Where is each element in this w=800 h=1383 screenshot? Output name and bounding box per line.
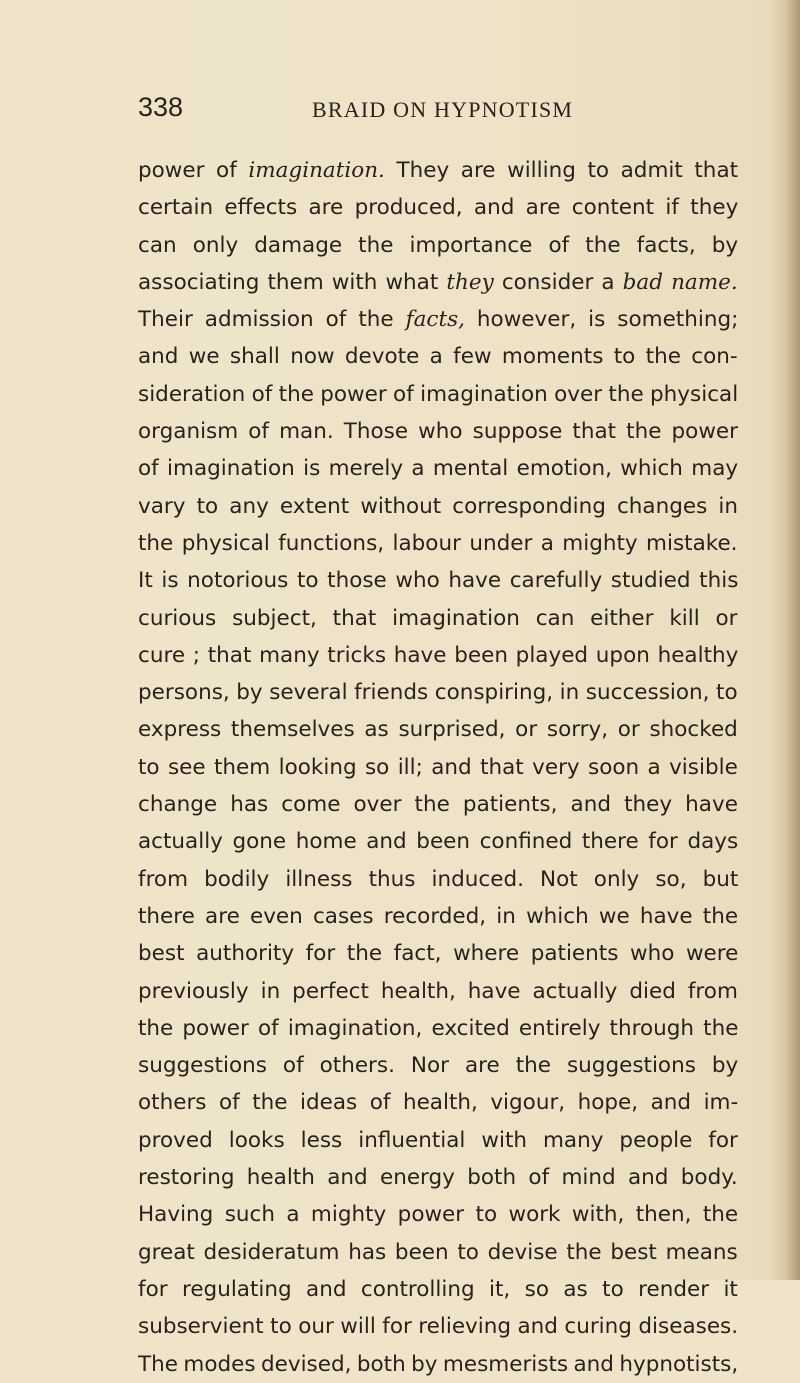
text-line: Having such a mighty power to work with, then, the — [138, 1202, 738, 1228]
text-line: there are even cases recorded, in which we have the — [138, 903, 738, 929]
text-line: and we shall now devote a few moments to the con- — [138, 344, 738, 370]
page-header — [138, 92, 738, 132]
text-line: express themselves as surprised, or sorry, or shocked — [138, 717, 738, 743]
text-line: the physical functions, labour under a mighty mistake. — [138, 530, 738, 556]
text-line: can only damage the importance of the facts, by — [138, 232, 738, 258]
text-line: persons, by several friends conspiring, in succession, to — [138, 680, 738, 706]
text-line: for regulating and controlling it, so as to render it — [138, 1276, 738, 1302]
text-line: It is notorious to those who have carefully studied this — [138, 568, 738, 594]
text-line: best authority for the fact, where patients who were — [138, 941, 738, 967]
text-line: proved looks less influential with many people for — [138, 1127, 738, 1153]
text-line: to see them looking so ill; and that very soon a visible — [138, 754, 738, 780]
page-number: 338 — [138, 92, 184, 122]
text-line: cure ; that many tricks have been played upon healthy — [138, 642, 738, 668]
text-line: great desideratum has been to devise the best means — [138, 1239, 738, 1265]
body-text — [138, 152, 738, 1383]
text-line: of imagination is merely a mental emotion, which may — [138, 456, 738, 482]
text-line: suggestions of others. Nor are the suggestions by — [138, 1053, 738, 1079]
text-line: Their admission of the facts, however, is something; — [138, 307, 738, 333]
text-line: subservient to our will for relieving and curing diseases. — [138, 1314, 738, 1340]
text-line: curious subject, that imagination can either kill or — [138, 605, 738, 631]
text-line: certain effects are produced, and are content if they — [138, 195, 738, 221]
running-head: BRAID ON HYPNOTISM — [312, 97, 574, 122]
text-line: The modes devised, both by mesmerists and hypnotists, — [138, 1351, 738, 1377]
text-line: others of the ideas of health, vigour, hope, and im- — [138, 1090, 738, 1116]
text-line: associating them with what they consider a bad name. — [138, 269, 738, 295]
text-line: change has come over the patients, and they have — [138, 792, 738, 818]
text-line: from bodily illness thus induced. Not only so, but — [138, 866, 738, 892]
text-line: restoring health and energy both of mind and body. — [138, 1165, 738, 1191]
text-line: previously in perfect health, have actually died from — [138, 978, 738, 1004]
text-line: organism of man. Those who suppose that the power — [138, 419, 738, 445]
text-line: the power of imagination, excited entirely through the — [138, 1015, 738, 1041]
text-line: power of imagination. They are willing to admit that — [138, 158, 738, 183]
text-line: sideration of the power of imagination over the physical — [138, 381, 738, 407]
text-line: actually gone home and been confined there for days — [138, 829, 738, 855]
text-line: vary to any extent without corresponding changes in — [138, 493, 738, 519]
page-edge-shadow — [786, 0, 800, 1280]
